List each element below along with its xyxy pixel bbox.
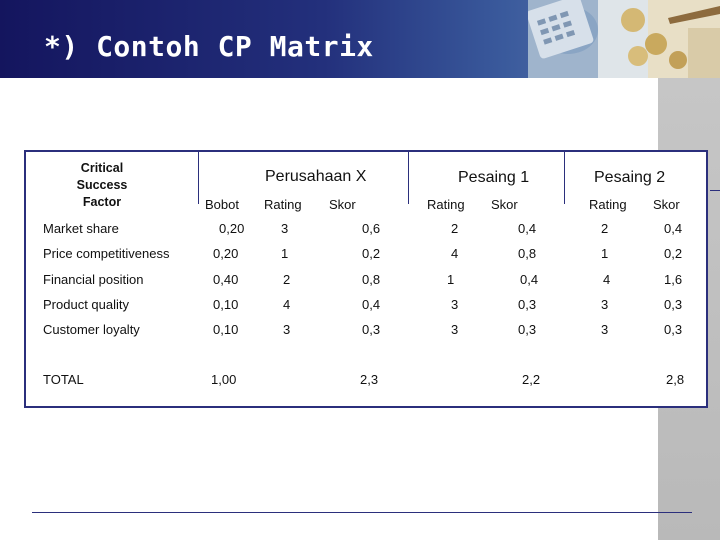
p1-skor-value: 0,8	[518, 246, 537, 261]
skor-header: Skor	[491, 197, 518, 212]
total-label: TOTAL	[43, 372, 84, 387]
p1-skor-value: 0,3	[518, 322, 537, 337]
bobot-value: 0,40	[213, 272, 239, 287]
column-divider	[408, 152, 409, 204]
header-photo	[528, 0, 720, 78]
total-p2-skor-value: 2,8	[666, 372, 685, 387]
slide-title: *) Contoh CP Matrix	[44, 30, 374, 63]
p2-rating-value: 2	[601, 221, 609, 236]
p1-rating-value: 4	[451, 246, 459, 261]
footer-line	[32, 512, 692, 513]
p1-skor-value: 0,4	[520, 272, 539, 287]
p2-rating-value: 1	[601, 246, 609, 261]
p1-skor-value: 0,4	[518, 221, 537, 236]
p2-skor-value: 0,3	[664, 297, 683, 312]
p2-rating-value: 3	[601, 297, 609, 312]
total-bobot-value: 1,00	[211, 372, 237, 387]
factor-label: Product quality	[43, 297, 129, 312]
csf-header-line: Success	[76, 178, 128, 192]
p1-rating-value: 3	[451, 297, 459, 312]
px-rating-value: 1	[281, 246, 289, 261]
rating-header: Rating	[427, 197, 465, 212]
p2-rating-value: 4	[603, 272, 611, 287]
px-rating-value: 3	[283, 322, 291, 337]
bobot-value: 0,20	[213, 246, 239, 261]
p1-skor-value: 0,3	[518, 297, 537, 312]
bobot-value: 0,10	[213, 322, 239, 337]
table-edge-line	[710, 190, 720, 191]
group-header-pesaing-2: Pesaing 2	[594, 169, 666, 186]
p1-rating-value: 3	[451, 322, 459, 337]
p2-skor-value: 0,4	[664, 221, 683, 236]
factor-label: Market share	[43, 221, 119, 236]
px-rating-value: 2	[283, 272, 291, 287]
skor-header: Skor	[329, 197, 356, 212]
skor-header: Rating	[589, 197, 627, 212]
px-rating-value: 4	[283, 297, 291, 312]
px-skor-value: 0,3	[362, 322, 381, 337]
factor-label: Price competitiveness	[43, 246, 170, 261]
total-p1-skor-value: 2,2	[522, 372, 541, 387]
p1-rating-value: 2	[451, 221, 459, 236]
p2-skor-value: 0,3	[664, 322, 683, 337]
px-skor-value: 0,2	[362, 246, 381, 261]
total-px-skor-value: 2,3	[360, 372, 379, 387]
column-divider	[198, 152, 199, 204]
p2-skor-value: 1,6	[664, 272, 683, 287]
csf-header-line: Factor	[82, 195, 122, 209]
px-rating-value: 3	[281, 221, 289, 236]
factor-label: Financial position	[43, 272, 144, 287]
px-skor-value: 0,4	[362, 297, 381, 312]
p1-rating-value: 1	[447, 272, 455, 287]
p2-skor-value: 0,2	[664, 246, 683, 261]
bobot-value: 0,10	[213, 297, 239, 312]
px-skor-value: 0,8	[362, 272, 381, 287]
group-header-pesaing-1: Pesaing 1	[458, 169, 530, 186]
factor-label: Customer loyalty	[43, 322, 140, 337]
p2-rating-value: 3	[601, 322, 609, 337]
group-header-perusahaan-x: Perusahaan X	[265, 168, 367, 185]
calculator-coins-image	[528, 0, 720, 78]
bobot-value: 0,20	[219, 221, 245, 236]
rating-header: Rating	[264, 197, 302, 212]
column-divider	[564, 152, 565, 204]
csf-header-line: Critical	[80, 161, 124, 175]
bobot-header: Bobot	[205, 197, 239, 212]
critical-success-factor-header	[60, 160, 144, 211]
px-skor-value: 0,6	[362, 221, 381, 236]
skor-header: Skor	[653, 197, 680, 212]
